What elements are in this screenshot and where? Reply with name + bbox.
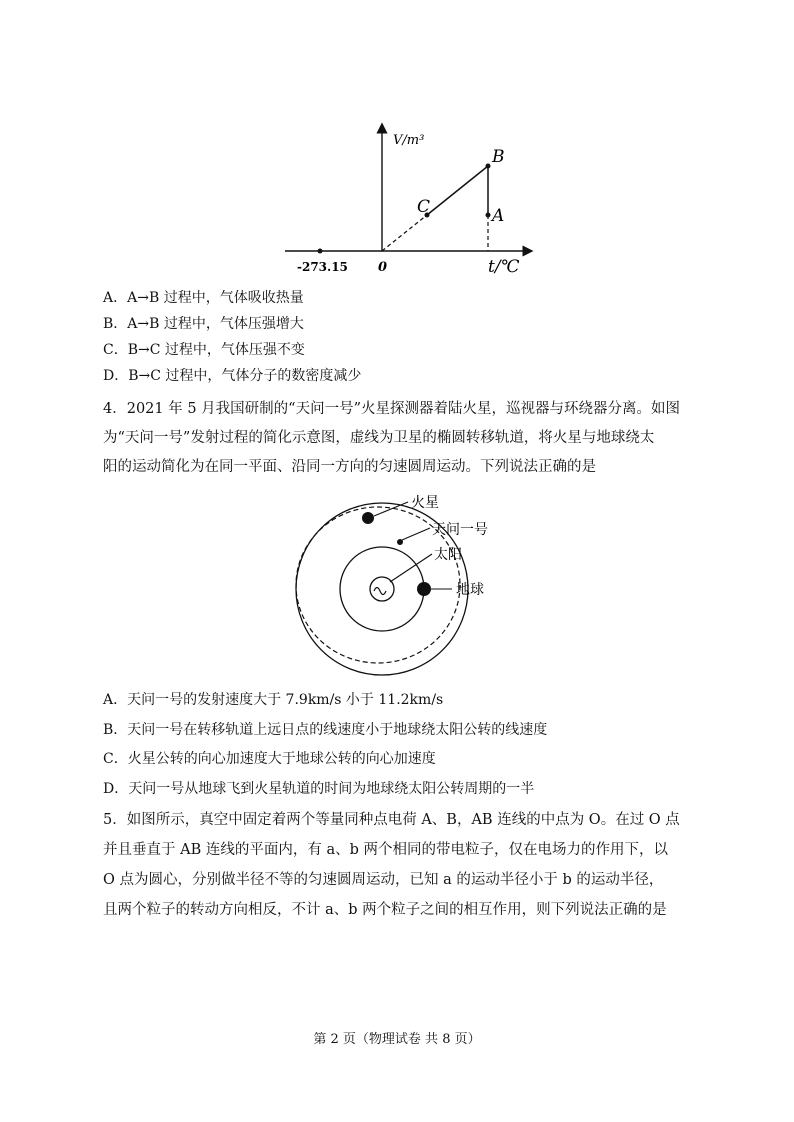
q4-option-b: B．天问一号在转移轨道上远日点的线速度小于地球绕太阳公转的线速度	[103, 722, 548, 738]
mars-dot	[362, 512, 374, 524]
q4-stem-line-2: 为“天问一号”发射过程的简化示意图，虚线为卫星的椭圆转移轨道，将火星与地球绕太	[103, 430, 655, 446]
sun-symbol	[374, 588, 386, 595]
q5-stem-line-4: 且两个粒子的转动方向相反，不计 a、b 两个粒子之间的相互作用，则下列说法正确的是	[103, 902, 667, 918]
earth-dot	[417, 582, 431, 596]
tianwen-label: 天问一号	[432, 522, 488, 538]
orbit-diagram	[290, 490, 530, 680]
q5-stem-line-2: 并且垂直于 AB 连线的平面内，有 a、b 两个相同的带电粒子，仅在电场力的作用下，以	[103, 842, 668, 858]
point-a-dot	[486, 213, 491, 218]
q5-stem-line-1: 5．如图所示，真空中固定着两个等量同种点电荷 A、B，AB 连线的中点为 O。在过 O 点	[103, 812, 680, 828]
point-a-label: A	[492, 206, 505, 226]
earth-orbit	[340, 547, 424, 631]
dashed-extension	[382, 215, 427, 251]
point-b-dot	[486, 164, 491, 169]
q4-stem-line-3: 阳的运动简化为在同一平面、沿同一方向的匀速圆周运动。下列说法正确的是	[103, 459, 596, 475]
point-b-label: B	[492, 147, 505, 167]
point-neg-dot	[318, 249, 323, 254]
q4-option-a: A．天问一号的发射速度大于 7.9km/s 小于 11.2km/s	[103, 692, 444, 708]
page-footer: 第 2 页（物理试卷 共 8 页）	[313, 1032, 481, 1047]
probe-leader	[402, 528, 430, 540]
sun-circle	[370, 577, 394, 601]
origin-label: 0	[378, 260, 388, 275]
q4-stem-line-1: 4．2021 年 5 月我国研制的“天问一号”火星探测器着陆火星，巡视器与环绕器分离。如图	[103, 401, 681, 417]
q3-option-d: D．B→C 过程中，气体分子的数密度减少	[103, 368, 362, 384]
mars-label: 火星	[411, 495, 439, 511]
q3-option-c: C．B→C 过程中，气体压强不变	[103, 342, 305, 358]
q3-option-a: A．A→B 过程中，气体吸收热量	[103, 290, 304, 306]
q4-option-c: C．火星公转的向心加速度大于地球公转的向心加速度	[103, 751, 436, 767]
q4-option-d: D．天问一号从地球飞到火星轨道的时间为地球绕太阳公转周期的一半	[103, 781, 535, 797]
sun-label: 太阳	[434, 547, 462, 563]
line-cb	[427, 166, 488, 215]
point-c-label: C	[417, 197, 431, 217]
x-point-label: -273.15	[297, 260, 348, 274]
q5-stem-line-3: O 点为圆心，分别做半径不等的匀速圆周运动，已知 a 的运动半径小于 b 的运动半径，	[103, 872, 664, 888]
x-axis-label: t/℃	[488, 257, 520, 277]
vt-graph	[280, 120, 540, 285]
y-axis-label: V/m³	[393, 133, 425, 148]
q3-option-b: B．A→B 过程中，气体压强增大	[103, 316, 304, 332]
earth-label: 地球	[456, 582, 484, 598]
